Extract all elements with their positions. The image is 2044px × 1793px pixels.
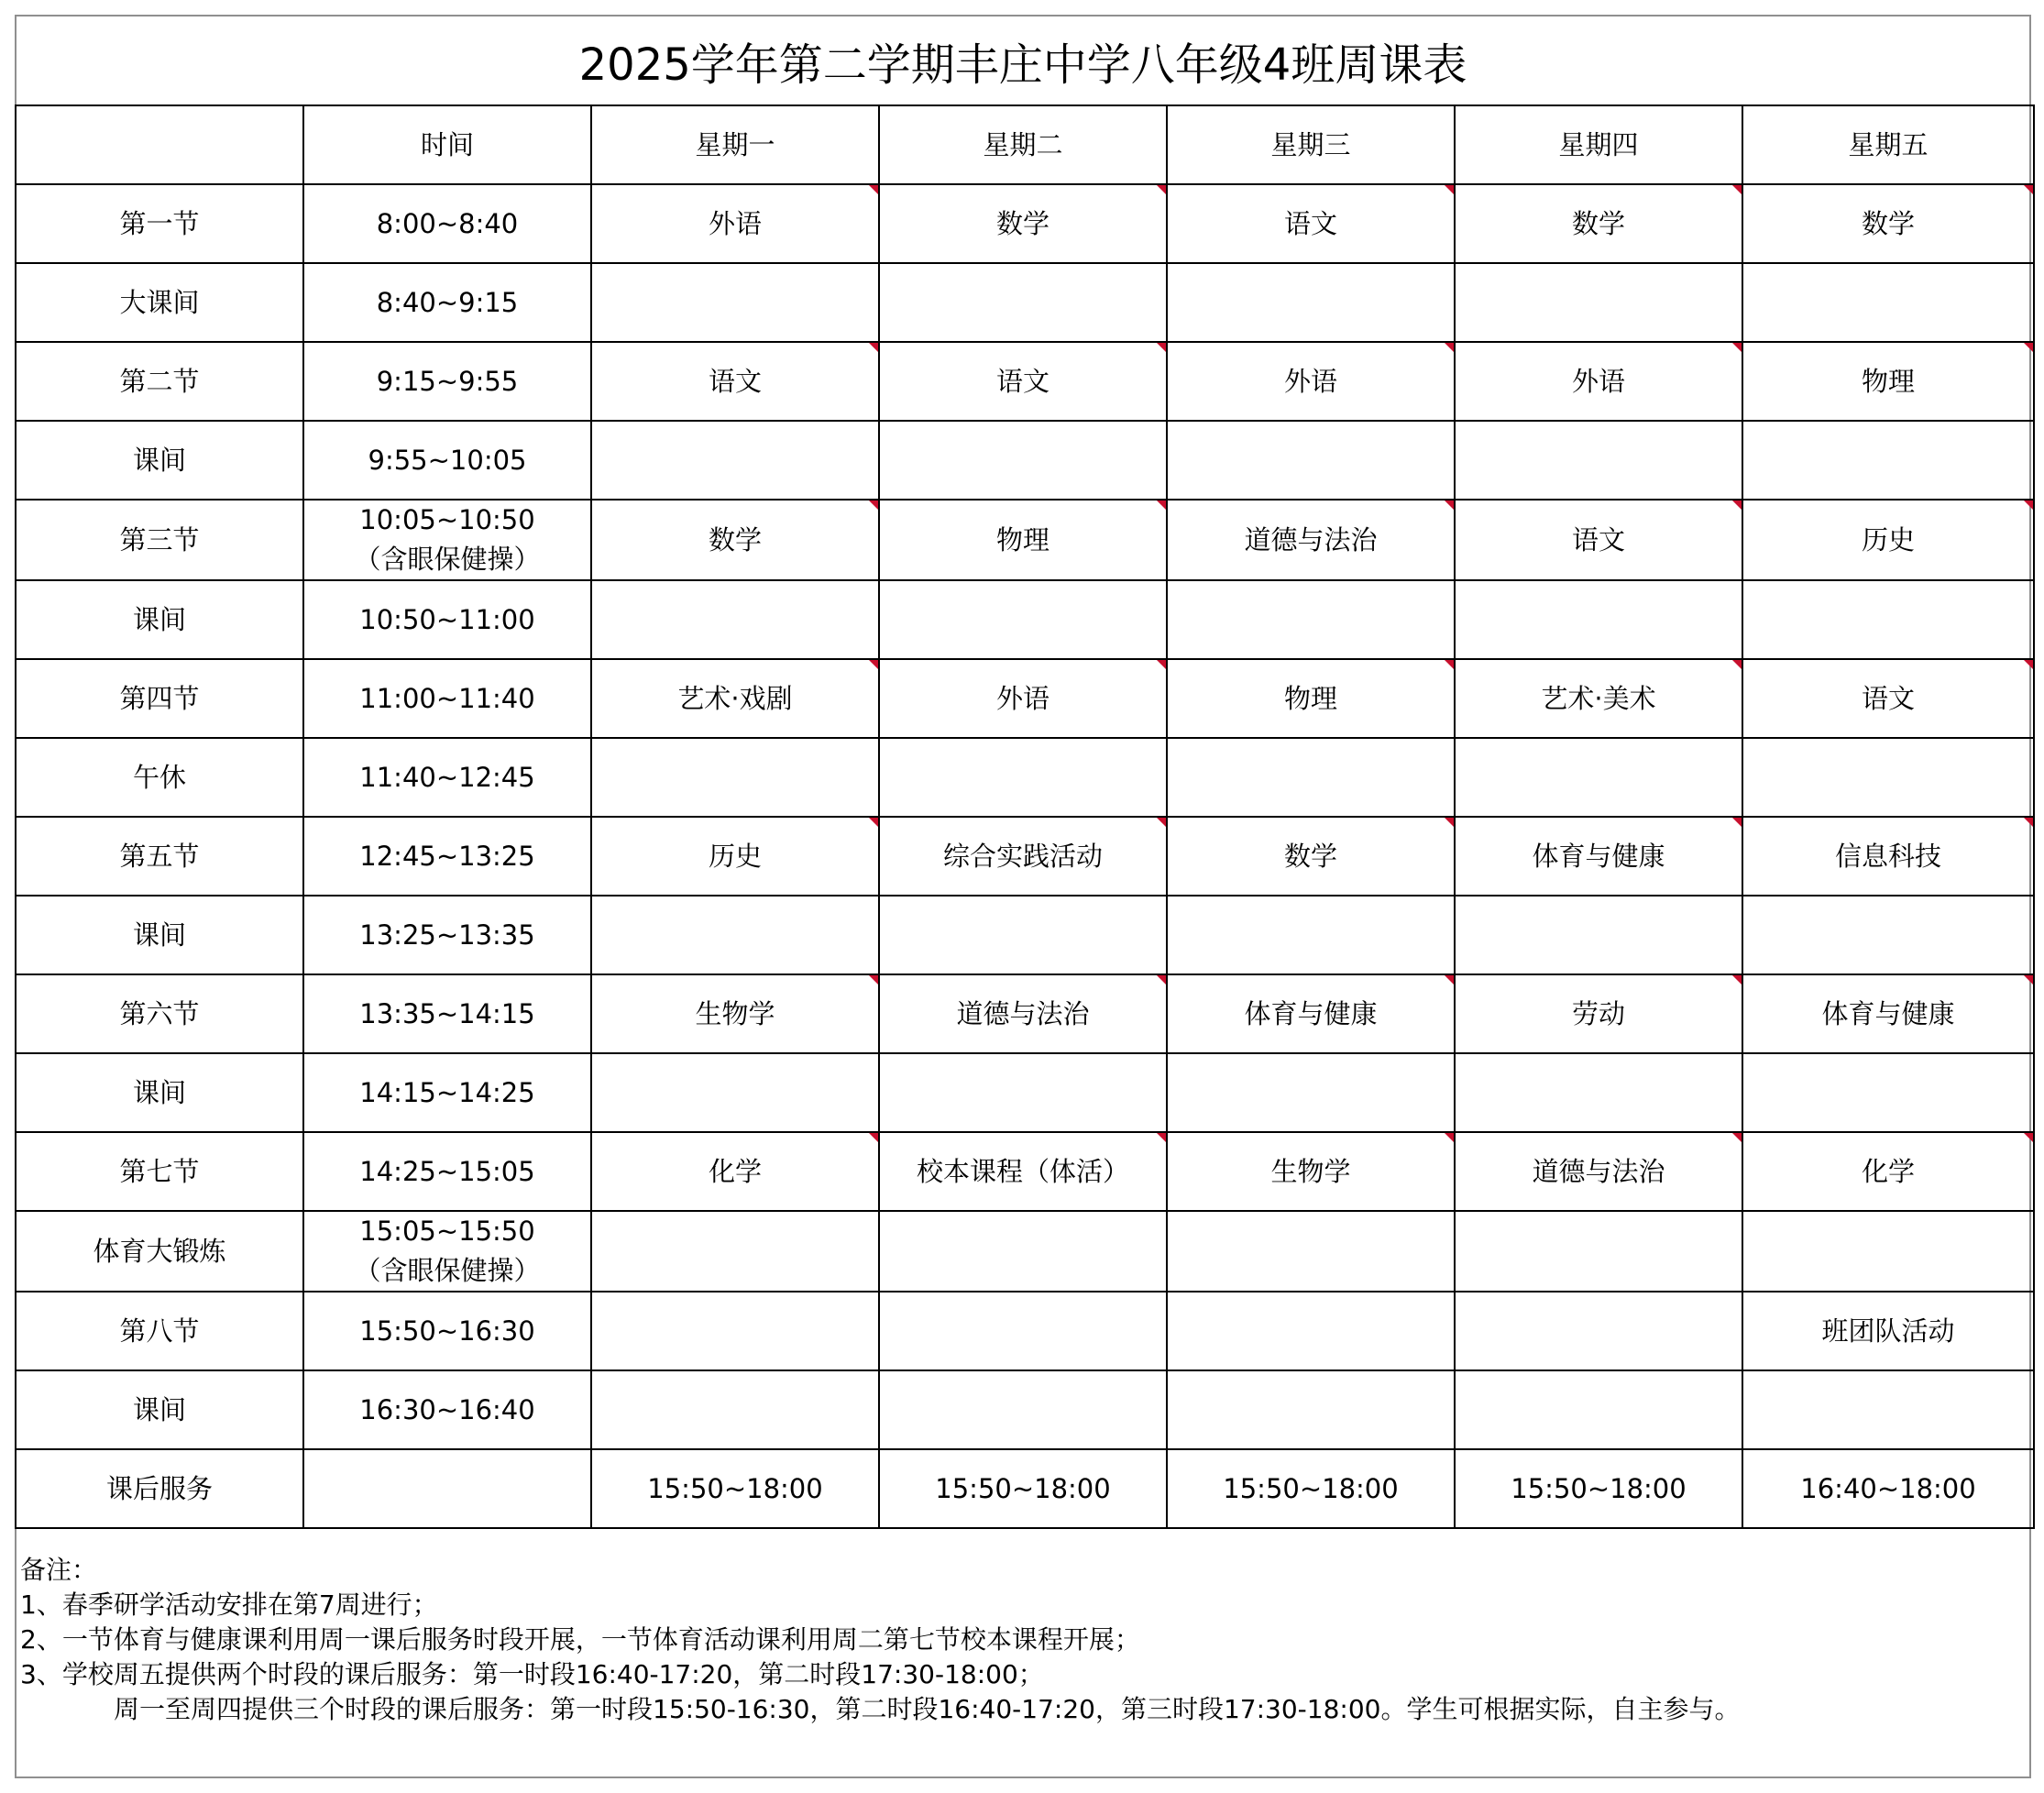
class-cell-thursday: 语文 xyxy=(1455,500,1742,580)
class-cell-friday xyxy=(1742,580,2034,659)
class-cell-wednesday: 外语 xyxy=(1167,342,1455,421)
class-cell-friday: 历史 xyxy=(1742,500,2034,580)
time-line: 12:45~13:25 xyxy=(359,840,535,872)
class-cell-thursday: 劳动 xyxy=(1455,974,1742,1053)
timetable-row xyxy=(16,896,2034,974)
page-title: 2025学年第二学期丰庄中学八年级4班周课表 xyxy=(578,38,1467,91)
class-cell-monday: 艺术·戏剧 xyxy=(591,659,879,738)
class-cell-thursday xyxy=(1455,1292,1742,1370)
class-cell-monday xyxy=(591,580,879,659)
time-cell xyxy=(303,738,591,817)
time-line: 11:40~12:45 xyxy=(359,761,535,793)
time-cell xyxy=(303,1292,591,1370)
timetable-row xyxy=(16,1053,2034,1132)
class-cell-thursday xyxy=(1455,896,1742,974)
class-cell-friday: 16:40~18:00 xyxy=(1742,1449,2034,1528)
header-cell-monday: 星期一 xyxy=(591,105,879,184)
class-cell-thursday xyxy=(1455,1211,1742,1292)
time-cell xyxy=(303,1449,591,1528)
class-cell-monday: 数学 xyxy=(591,500,879,580)
period-cell: 第三节 xyxy=(16,500,303,580)
class-cell-thursday: 体育与健康 xyxy=(1455,817,1742,896)
time-line: 13:35~14:15 xyxy=(359,997,535,1029)
class-cell-friday: 班团队活动 xyxy=(1742,1292,2034,1370)
time-line: 8:40~9:15 xyxy=(376,286,519,318)
period-cell: 第七节 xyxy=(16,1132,303,1211)
header-cell-thursday: 星期四 xyxy=(1455,105,1742,184)
class-cell-wednesday: 体育与健康 xyxy=(1167,974,1455,1053)
class-cell-tuesday xyxy=(879,421,1167,500)
timetable-row xyxy=(16,1370,2034,1449)
time-line: 15:05~15:50 xyxy=(359,1216,535,1247)
class-cell-wednesday xyxy=(1167,896,1455,974)
timetable-row xyxy=(16,263,2034,342)
class-cell-wednesday: 语文 xyxy=(1167,184,1455,263)
period-cell: 课后服务 xyxy=(16,1449,303,1528)
class-cell-thursday xyxy=(1455,421,1742,500)
note-line: 1、春季研学活动安排在第7周进行； xyxy=(20,1590,438,1620)
time-line: 9:15~9:55 xyxy=(376,365,519,397)
class-cell-wednesday xyxy=(1167,580,1455,659)
class-cell-friday: 数学 xyxy=(1742,184,2034,263)
header-cell-tuesday: 星期二 xyxy=(879,105,1167,184)
timetable-row xyxy=(16,580,2034,659)
class-cell-tuesday: 语文 xyxy=(879,342,1167,421)
period-cell: 第四节 xyxy=(16,659,303,738)
timetable-row xyxy=(16,421,2034,500)
class-cell-wednesday xyxy=(1167,1292,1455,1370)
time-cell xyxy=(303,1132,591,1211)
class-cell-thursday xyxy=(1455,580,1742,659)
class-cell-monday xyxy=(591,1053,879,1132)
time-cell xyxy=(303,1211,591,1292)
class-cell-wednesday xyxy=(1167,1053,1455,1132)
time-line: （含眼保健操） xyxy=(354,1255,541,1286)
header-cell-blank xyxy=(16,105,303,184)
class-cell-tuesday xyxy=(879,263,1167,342)
class-cell-monday xyxy=(591,1211,879,1292)
class-cell-tuesday: 校本课程（体活） xyxy=(879,1132,1167,1211)
period-cell: 课间 xyxy=(16,580,303,659)
time-cell xyxy=(303,659,591,738)
time-line: 15:50~16:30 xyxy=(359,1314,535,1347)
period-cell: 第六节 xyxy=(16,974,303,1053)
class-cell-friday xyxy=(1742,421,2034,500)
time-line: 14:15~14:25 xyxy=(359,1076,535,1108)
class-cell-friday: 体育与健康 xyxy=(1742,974,2034,1053)
class-cell-friday: 化学 xyxy=(1742,1132,2034,1211)
class-cell-tuesday xyxy=(879,1292,1167,1370)
class-cell-monday: 生物学 xyxy=(591,974,879,1053)
class-cell-wednesday xyxy=(1167,1211,1455,1292)
timetable-row xyxy=(16,1292,2034,1370)
class-cell-friday xyxy=(1742,896,2034,974)
period-cell: 第五节 xyxy=(16,817,303,896)
class-cell-thursday: 外语 xyxy=(1455,342,1742,421)
class-cell-wednesday: 15:50~18:00 xyxy=(1167,1449,1455,1528)
class-cell-wednesday: 生物学 xyxy=(1167,1132,1455,1211)
timetable-body xyxy=(16,105,2034,1528)
class-cell-thursday: 数学 xyxy=(1455,184,1742,263)
period-cell: 第二节 xyxy=(16,342,303,421)
time-cell xyxy=(303,500,591,580)
time-cell xyxy=(303,263,591,342)
timetable-row xyxy=(16,1132,2034,1211)
notes-heading: 备注： xyxy=(20,1555,98,1585)
timetable xyxy=(15,104,2035,1529)
header-row xyxy=(16,105,2034,184)
class-cell-wednesday xyxy=(1167,738,1455,817)
class-cell-wednesday xyxy=(1167,1370,1455,1449)
time-cell xyxy=(303,580,591,659)
timetable-row xyxy=(16,184,2034,263)
class-cell-monday xyxy=(591,263,879,342)
class-cell-wednesday: 数学 xyxy=(1167,817,1455,896)
note-line: 3、学校周五提供两个时段的课后服务：第一时段16:40-17:20，第二时段17:30-18:00； xyxy=(20,1659,1044,1689)
time-line: 10:05~10:50 xyxy=(359,504,535,535)
class-cell-thursday xyxy=(1455,738,1742,817)
header-cell-friday: 星期五 xyxy=(1742,105,2034,184)
class-cell-thursday: 15:50~18:00 xyxy=(1455,1449,1742,1528)
class-cell-friday: 信息科技 xyxy=(1742,817,2034,896)
class-cell-thursday: 道德与法治 xyxy=(1455,1132,1742,1211)
class-cell-monday xyxy=(591,421,879,500)
timetable-row xyxy=(16,738,2034,817)
time-line: 9:55~10:05 xyxy=(368,444,527,476)
time-line: 10:50~11:00 xyxy=(359,603,535,635)
timetable-sheet xyxy=(15,15,2031,1778)
period-cell: 体育大锻炼 xyxy=(16,1211,303,1292)
timetable-row xyxy=(16,500,2034,580)
class-cell-friday xyxy=(1742,738,2034,817)
period-cell: 午休 xyxy=(16,738,303,817)
note-line: 2、一节体育与健康课利用周一课后服务时段开展，一节体育活动课利用周二第七节校本课程开展； xyxy=(20,1624,1140,1655)
period-cell: 第一节 xyxy=(16,184,303,263)
class-cell-thursday: 艺术·美术 xyxy=(1455,659,1742,738)
class-cell-tuesday xyxy=(879,738,1167,817)
timetable-row xyxy=(16,817,2034,896)
class-cell-monday: 语文 xyxy=(591,342,879,421)
class-cell-tuesday: 15:50~18:00 xyxy=(879,1449,1167,1528)
class-cell-monday: 化学 xyxy=(591,1132,879,1211)
class-cell-monday: 15:50~18:00 xyxy=(591,1449,879,1528)
period-cell: 课间 xyxy=(16,896,303,974)
class-cell-tuesday xyxy=(879,1211,1167,1292)
time-cell xyxy=(303,974,591,1053)
time-cell xyxy=(303,1370,591,1449)
timetable-row xyxy=(16,1211,2034,1292)
class-cell-friday xyxy=(1742,263,2034,342)
class-cell-monday: 外语 xyxy=(591,184,879,263)
period-cell: 第八节 xyxy=(16,1292,303,1370)
class-cell-monday xyxy=(591,896,879,974)
period-cell: 课间 xyxy=(16,1053,303,1132)
class-cell-wednesday: 物理 xyxy=(1167,659,1455,738)
class-cell-tuesday xyxy=(879,1053,1167,1132)
time-line: 16:30~16:40 xyxy=(359,1393,535,1425)
class-cell-monday xyxy=(591,738,879,817)
class-cell-friday xyxy=(1742,1211,2034,1292)
period-cell: 课间 xyxy=(16,421,303,500)
class-cell-tuesday: 外语 xyxy=(879,659,1167,738)
time-line: 14:25~15:05 xyxy=(359,1155,535,1187)
class-cell-friday xyxy=(1742,1370,2034,1449)
class-cell-friday: 语文 xyxy=(1742,659,2034,738)
class-cell-wednesday xyxy=(1167,421,1455,500)
class-cell-tuesday xyxy=(879,1370,1167,1449)
header-cell-wednesday: 星期三 xyxy=(1167,105,1455,184)
time-cell xyxy=(303,184,591,263)
timetable-row xyxy=(16,659,2034,738)
time-cell xyxy=(303,896,591,974)
class-cell-thursday xyxy=(1455,263,1742,342)
class-cell-tuesday: 综合实践活动 xyxy=(879,817,1167,896)
period-cell: 课间 xyxy=(16,1370,303,1449)
header-cell-time: 时间 xyxy=(303,105,591,184)
class-cell-wednesday xyxy=(1167,263,1455,342)
timetable-row xyxy=(16,342,2034,421)
time-cell xyxy=(303,1053,591,1132)
class-cell-friday: 物理 xyxy=(1742,342,2034,421)
time-cell xyxy=(303,421,591,500)
class-cell-tuesday: 数学 xyxy=(879,184,1167,263)
class-cell-monday xyxy=(591,1370,879,1449)
time-line: 13:25~13:35 xyxy=(359,918,535,951)
class-cell-thursday xyxy=(1455,1053,1742,1132)
timetable-row xyxy=(16,974,2034,1053)
timetable-row xyxy=(16,1449,2034,1528)
class-cell-monday xyxy=(591,1292,879,1370)
class-cell-friday xyxy=(1742,1053,2034,1132)
class-cell-tuesday xyxy=(879,896,1167,974)
class-cell-tuesday: 物理 xyxy=(879,500,1167,580)
class-cell-wednesday: 道德与法治 xyxy=(1167,500,1455,580)
time-cell xyxy=(303,342,591,421)
class-cell-tuesday xyxy=(879,580,1167,659)
note-line: 周一至周四提供三个时段的课后服务：第一时段15:50-16:30，第二时段16:40-17:20，第三时段17:30-18:00。学生可根据实际，自主参与。 xyxy=(114,1694,1741,1724)
period-cell: 大课间 xyxy=(16,263,303,342)
class-cell-tuesday: 道德与法治 xyxy=(879,974,1167,1053)
class-cell-monday: 历史 xyxy=(591,817,879,896)
time-line: 8:00~8:40 xyxy=(376,207,519,239)
class-cell-thursday xyxy=(1455,1370,1742,1449)
time-line: 11:00~11:40 xyxy=(359,682,535,714)
notes xyxy=(20,1553,2018,1727)
time-cell xyxy=(303,817,591,896)
time-line: （含眼保健操） xyxy=(354,544,541,575)
